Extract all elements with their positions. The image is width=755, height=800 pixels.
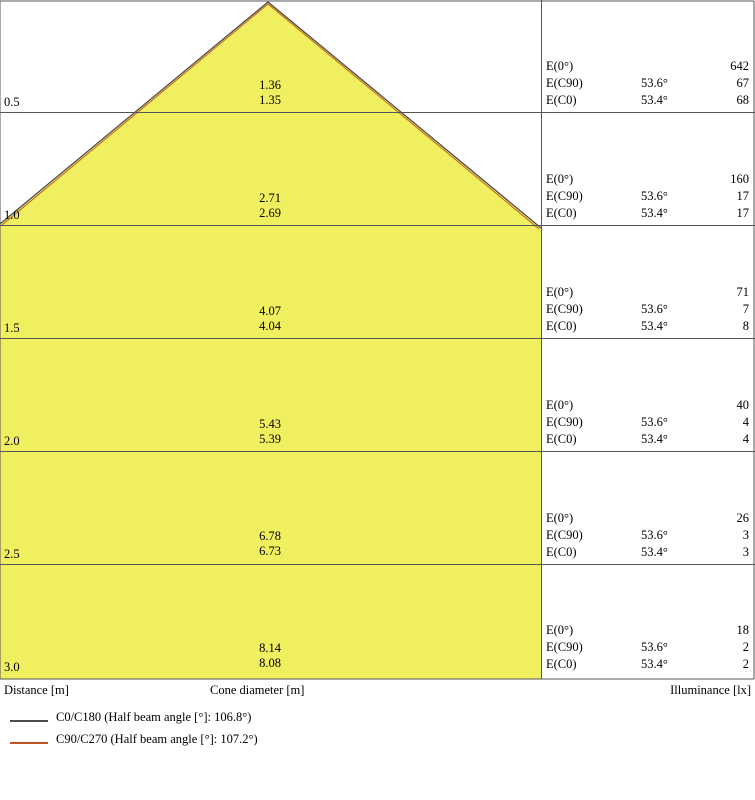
ill-label-e90-1: E(C90) [546,189,583,203]
ill-label-e0-3: E(0°) [546,398,574,412]
ill-value-e0-3: 40 [736,398,749,412]
ill-value-ec0-2: 8 [742,319,749,333]
illuminance-block-1 [546,171,751,222]
ill-value-e90-1: 17 [736,189,749,203]
distance-label-4: 2.5 [4,547,20,561]
ill-angle-ec0-5: 53.4° [641,657,668,671]
ill-label-ec0-5: E(C0) [546,657,577,671]
ill-label-ec0-3: E(C0) [546,432,577,446]
cone-diameter-c90-0: 1.35 [259,93,281,107]
ill-value-e90-3: 4 [742,415,749,429]
cone-diameter-c90-4: 6.73 [259,544,281,558]
ill-value-ec0-5: 2 [742,657,749,671]
legend [0,710,755,754]
legend-swatch-c0-icon [10,720,48,722]
cone-diameter-c0-4: 6.78 [259,529,281,543]
ill-label-e90-0: E(C90) [546,76,583,90]
caption-cone-diameter: Cone diameter [m] [210,683,305,697]
ill-value-ec0-0: 68 [736,93,749,107]
axis-captions [0,683,755,703]
grid-line-4 [0,564,755,565]
ill-value-e90-4: 3 [742,528,749,542]
distance-label-2: 1.5 [4,321,20,335]
grid-line-1 [0,225,755,226]
legend-item-c90 [0,732,755,754]
ill-angle-ec0-3: 53.4° [641,432,668,446]
cone-diameter-c0-5: 8.14 [259,641,281,655]
distance-label-3: 2.0 [4,434,20,448]
ill-label-e0-1: E(0°) [546,172,574,186]
cone-diameter-c0-0: 1.36 [259,78,281,92]
cone-diameter-c90-3: 5.39 [259,432,281,446]
legend-item-c0 [0,710,755,732]
illuminance-block-4 [546,510,751,561]
ill-angle-ec0-1: 53.4° [641,206,668,220]
ill-angle-e90-2: 53.6° [641,302,668,316]
ill-value-e90-2: 7 [742,302,749,316]
ill-value-e0-0: 642 [730,59,749,73]
illuminance-block-0 [546,58,751,109]
ill-value-e90-0: 67 [736,76,749,90]
ill-angle-ec0-0: 53.4° [641,93,668,107]
ill-value-ec0-3: 4 [742,432,749,446]
ill-label-e0-2: E(0°) [546,285,574,299]
ill-angle-e90-5: 53.6° [641,640,668,654]
ill-angle-e90-4: 53.6° [641,528,668,542]
cone-diameter-c90-5: 8.08 [259,656,281,670]
ill-label-e90-2: E(C90) [546,302,583,316]
ill-label-e0-4: E(0°) [546,511,574,525]
ill-value-e0-1: 160 [730,172,749,186]
ill-label-ec0-1: E(C0) [546,206,577,220]
ill-angle-e90-0: 53.6° [641,76,668,90]
ill-angle-e90-1: 53.6° [641,189,668,203]
ill-label-e90-5: E(C90) [546,640,583,654]
cone-diameter-c0-1: 2.71 [259,191,281,205]
caption-distance: Distance [m] [4,683,69,697]
ill-angle-ec0-2: 53.4° [641,319,668,333]
ill-label-e90-4: E(C90) [546,528,583,542]
ill-label-e0-0: E(0°) [546,59,574,73]
ill-label-ec0-2: E(C0) [546,319,577,333]
cone-diameter-c0-3: 5.43 [259,417,281,431]
cone-diameter-c90-2: 4.04 [259,319,281,333]
illuminance-block-5 [546,622,751,673]
cone-diameter-c90-1: 2.69 [259,206,281,220]
ill-value-e0-4: 26 [736,511,749,525]
table-divider [541,0,542,679]
ill-value-ec0-4: 3 [742,545,749,559]
grid-line-3 [0,451,755,452]
illuminance-block-3 [546,397,751,448]
distance-label-0: 0.5 [4,95,20,109]
ill-label-ec0-4: E(C0) [546,545,577,559]
ill-value-e90-5: 2 [742,640,749,654]
grid-line-0 [0,112,755,113]
legend-label-c0: C0/C180 (Half beam angle [°]: 106.8°) [56,710,252,724]
legend-swatch-c90-icon [10,742,48,744]
ill-angle-e90-3: 53.6° [641,415,668,429]
ill-angle-ec0-4: 53.4° [641,545,668,559]
legend-label-c90: C90/C270 (Half beam angle [°]: 107.2°) [56,732,258,746]
ill-value-e0-2: 71 [736,285,749,299]
grid-line-2 [0,338,755,339]
ill-label-ec0-0: E(C0) [546,93,577,107]
ill-label-e90-3: E(C90) [546,415,583,429]
cone-diameter-c0-2: 4.07 [259,304,281,318]
illuminance-block-2 [546,284,751,335]
ill-value-ec0-1: 17 [736,206,749,220]
caption-illuminance: Illuminance [lx] [670,683,751,697]
ill-label-e0-5: E(0°) [546,623,574,637]
distance-label-5: 3.0 [4,660,20,674]
distance-label-1: 1.0 [4,208,20,222]
ill-value-e0-5: 18 [736,623,749,637]
